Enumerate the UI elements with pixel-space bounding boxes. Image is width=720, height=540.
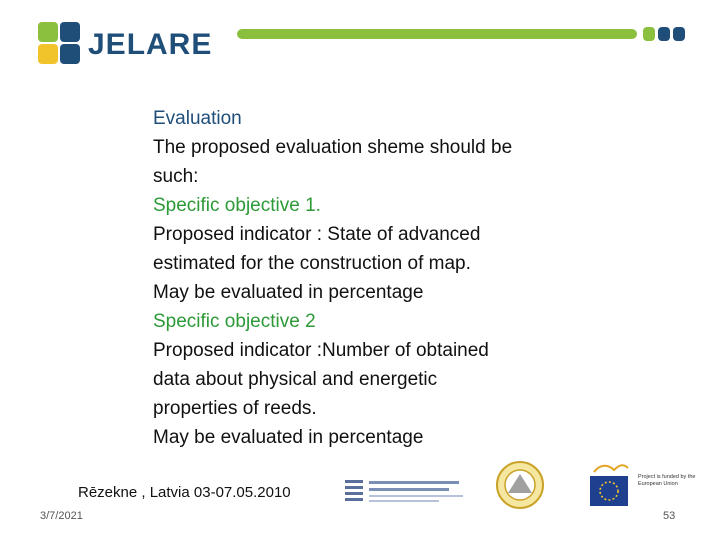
slide-line: The proposed evaluation sheme should be	[153, 137, 513, 158]
header-dot	[658, 27, 670, 41]
slide-line: May be evaluated in percentage	[153, 282, 424, 303]
slide-line: May be evaluated in percentage	[153, 427, 424, 448]
logo-tiles	[38, 22, 82, 66]
alfa-eu-logo	[590, 462, 630, 510]
slide-line: Proposed indicator : State of advanced	[153, 224, 481, 245]
page-number: 53	[663, 510, 676, 522]
slide-line: Proposed indicator :Number of obtained	[153, 340, 489, 361]
slide-line: properties of reeds.	[153, 398, 317, 419]
objective-heading: Specific objective 2	[153, 311, 316, 332]
jelare-logo	[38, 22, 218, 66]
water-icon	[60, 22, 80, 42]
windmill-icon	[60, 44, 80, 64]
slide-content	[153, 104, 613, 452]
university-seal-logo	[494, 460, 546, 510]
slide-line: estimated for the construction of map.	[153, 253, 471, 274]
header-bar	[237, 29, 637, 39]
hochschule-hamburg-logo	[345, 476, 465, 506]
logo-text: JELARE	[88, 28, 213, 61]
footer-location: Rēzekne , Latvia 03-07.05.2010	[78, 484, 291, 501]
slide-heading: Evaluation	[153, 108, 242, 129]
slide-line: data about physical and energetic	[153, 369, 438, 390]
leaf-icon	[38, 22, 58, 42]
header-dot	[643, 27, 655, 41]
objective-heading: Specific objective 1.	[153, 195, 321, 216]
slide-line: such:	[153, 166, 199, 187]
footer-date: 3/7/2021	[40, 510, 83, 522]
funded-by-eu-text: Project is funded by the European Union	[638, 474, 696, 487]
header-dot	[673, 27, 685, 41]
sun-icon	[38, 44, 58, 64]
